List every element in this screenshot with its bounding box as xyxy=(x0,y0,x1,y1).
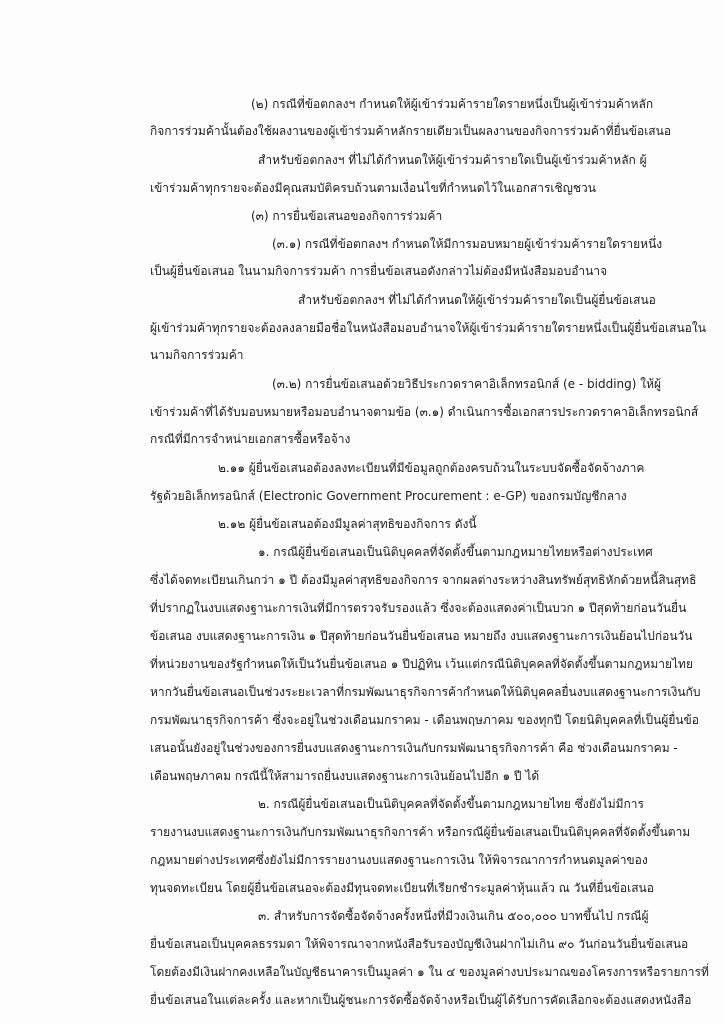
text-line: กิจการร่วมค้านั้นต้องใช้ผลงานของผู้เข้าร่วมค้าหลักรายเดียวเป็นผลงานของกิจการร่วมค้าที่ยื่นข้อเสนอ xyxy=(150,124,672,138)
text-line: ซึ่งได้จดทะเบียนเกินกว่า ๑ ปี ต้องมีมูลค่าสุทธิของกิจการ จากผลต่างระหว่างสินทรัพย์สุทธิหักด้วยหนี้สินสุทธิ xyxy=(150,573,697,587)
text-line: เข้าร่วมค้าทุกรายจะต้องมีคุณสมบัติครบถ้วนตามเงื่อนไขที่กำหนดไว้ในเอกสารเชิญชวน xyxy=(150,181,596,195)
text-line: (๓.๒) การยื่นข้อเสนอด้วยวิธีประกวดราคาอิเล็กทรอนิกส์ (e - bidding) ให้ผู้ xyxy=(272,377,662,391)
text-line: เป็นผู้ยื่นข้อเสนอ ในนามกิจการร่วมค้า การยื่นข้อเสนอดังกล่าวไม่ต้องมีหนังสือมอบอำนาจ xyxy=(150,264,608,278)
text-line: กรณีที่มีการจำหน่ายเอกสารซื้อหรือจ้าง xyxy=(150,432,351,446)
text-line: กรมพัฒนาธุรกิจการค้า ซึ่งจะอยู่ในช่วงเดือนมกราคม - เดือนพฤษภาคม ของทุกปี โดยนิติบุคคลที่เป็นผู้ยื่นข้อ xyxy=(150,713,699,727)
text-line: รัฐด้วยอิเล็กทรอนิกส์ (Electronic Government Procurement : e-GP) ของกรมบัญชีกลาง xyxy=(150,489,627,503)
text-line: ๒. กรณีผู้ยื่นข้อเสนอเป็นนิติบุคคลที่จัดตั้งขึ้นตามกฎหมายไทย ซึ่งยังไม่มีการ xyxy=(258,797,644,811)
text-line: ๑. กรณีผู้ยื่นข้อเสนอเป็นนิติบุคคลที่จัดตั้งขึ้นตามกฎหมายไทยหรือต่างประเทศ xyxy=(258,545,653,559)
text-line: ๒.๑๒ ผู้ยื่นข้อเสนอต้องมีมูลค่าสุทธิของกิจการ ดังนี้ xyxy=(218,517,477,531)
text-line: ทุนจดทะเบียน โดยผู้ยื่นข้อเสนอจะต้องมีทุนจดทะเบียนที่เรียกชำระมูลค่าหุ้นแล้ว ณ วันที่ยื่นข้อเสนอ xyxy=(150,881,654,895)
text-line: ผู้เข้าร่วมค้าทุกรายจะต้องลงลายมือชื่อในหนังสือมอบอำนาจให้ผู้เข้าร่วมค้ารายใดรายหนึ่งเป็นผู้ยื่นข้อเสนอใน xyxy=(150,321,706,335)
text-line: ที่หน่วยงานของรัฐกำหนดให้เป็นวันยื่นข้อเสนอ ๑ ปีปฏิทิน เว้นแต่กรณีนิติบุคคลที่จัดตั้งขึ้นตามกฎหมายไทย xyxy=(150,657,693,671)
text-line: เดือนพฤษภาคม กรณีนี้ให้สามารถยื่นงบแสดงฐานะการเงินย้อนไปอีก ๑ ปี ได้ xyxy=(150,769,540,783)
text-line: ยื่นข้อเสนอเป็นบุคคลธรรมดา ให้พิจารณาจากหนังสือรับรองบัญชีเงินฝากไม่เกิน ๙๐ วันก่อนวันยื่นข้อเสนอ xyxy=(150,937,689,951)
text-line: โดยต้องมีเงินฝากคงเหลือในบัญชีธนาคารเป็นมูลค่า ๑ ใน ๔ ของมูลค่างบประมาณของโครงการหรือรายการที่ xyxy=(150,965,709,979)
text-line: (๒) กรณีที่ข้อตกลงฯ กำหนดให้ผู้เข้าร่วมค้ารายใดรายหนึ่งเป็นผู้เข้าร่วมค้าหลัก xyxy=(251,97,654,111)
text-line: นามกิจการร่วมค้า xyxy=(150,348,244,362)
text-line: เข้าร่วมค้าที่ได้รับมอบหมายหรือมอบอำนาจตามข้อ (๓.๑) ดำเนินการซื้อเอกสารประกวดราคาอิเล็กทรอนิกส์ xyxy=(150,405,699,419)
text-line: ข้อเสนอ งบแสดงฐานะการเงิน ๑ ปีสุดท้ายก่อนวันยื่นข้อเสนอ หมายถึง งบแสดงฐานะการเงินย้อนไปก่อนวัน xyxy=(150,629,693,643)
text-line: ๒.๑๑ ผู้ยื่นข้อเสนอต้องลงทะเบียนที่มีข้อมูลถูกต้องครบถ้วนในระบบจัดซื้อจัดจ้างภาค xyxy=(218,461,645,475)
text-line: ๓. สำหรับการจัดซื้อจัดจ้างครั้งหนึ่งที่มีวงเงินเกิน ๕๐๐,๐๐๐ บาทขึ้นไป กรณีผู้ xyxy=(258,909,649,923)
text-line: กฎหมายต่างประเทศซึ่งยังไม่มีการรายงานงบแสดงฐานะการเงิน ให้พิจารณาการกำหนดมูลค่าของ xyxy=(150,853,648,867)
text-line: รายงานงบแสดงฐานะการเงินกับกรมพัฒนาธุรกิจการค้า หรือกรณีผู้ยื่นข้อเสนอเป็นนิติบุคคลที่จัดตั้งขึ้นตาม xyxy=(150,825,691,839)
text-line: สำหรับข้อตกลงฯ ที่ไม่ได้กำหนดให้ผู้เข้าร่วมค้ารายใดเป็นผู้เข้าร่วมค้าหลัก ผู้ xyxy=(258,153,647,167)
text-line: (๓.๑) กรณีที่ข้อตกลงฯ กำหนดให้มีการมอบหมายผู้เข้าร่วมค้ารายใดรายหนึ่ง xyxy=(272,237,663,251)
text-line: หากวันยื่นข้อเสนอเป็นช่วงระยะเวลาที่กรมพัฒนาธุรกิจการค้ากำหนดให้นิติบุคคลยื่นงบแสดงฐานะการเงินกับ xyxy=(150,685,701,699)
text-line: สำหรับข้อตกลงฯ ที่ไม่ได้กำหนดให้ผู้เข้าร่วมค้ารายใดเป็นผู้ยื่นข้อเสนอ xyxy=(298,293,656,307)
text-line: ยื่นข้อเสนอในแต่ละครั้ง และหากเป็นผู้ชนะการจัดซื้อจัดจ้างหรือเป็นผู้ได้รับการคัดเลือกจะต้องแสดงหนังสือ xyxy=(150,993,692,1007)
text-line: ที่ปรากฏในงบแสดงฐานะการเงินที่มีการตรวจรับรองแล้ว ซึ่งจะต้องแสดงค่าเป็นบวก ๑ ปีสุดท้ายก่อนวันยื่น xyxy=(150,601,687,615)
text-line: (๓) การยื่นข้อเสนอของกิจการร่วมค้า xyxy=(251,209,443,223)
text-line: เสนอนั้นยังอยู่ในช่วงของการยื่นงบแสดงฐานะการเงินกับกรมพัฒนาธุรกิจการค้า คือ ช่วงเดือนมกราคม - xyxy=(150,741,678,755)
